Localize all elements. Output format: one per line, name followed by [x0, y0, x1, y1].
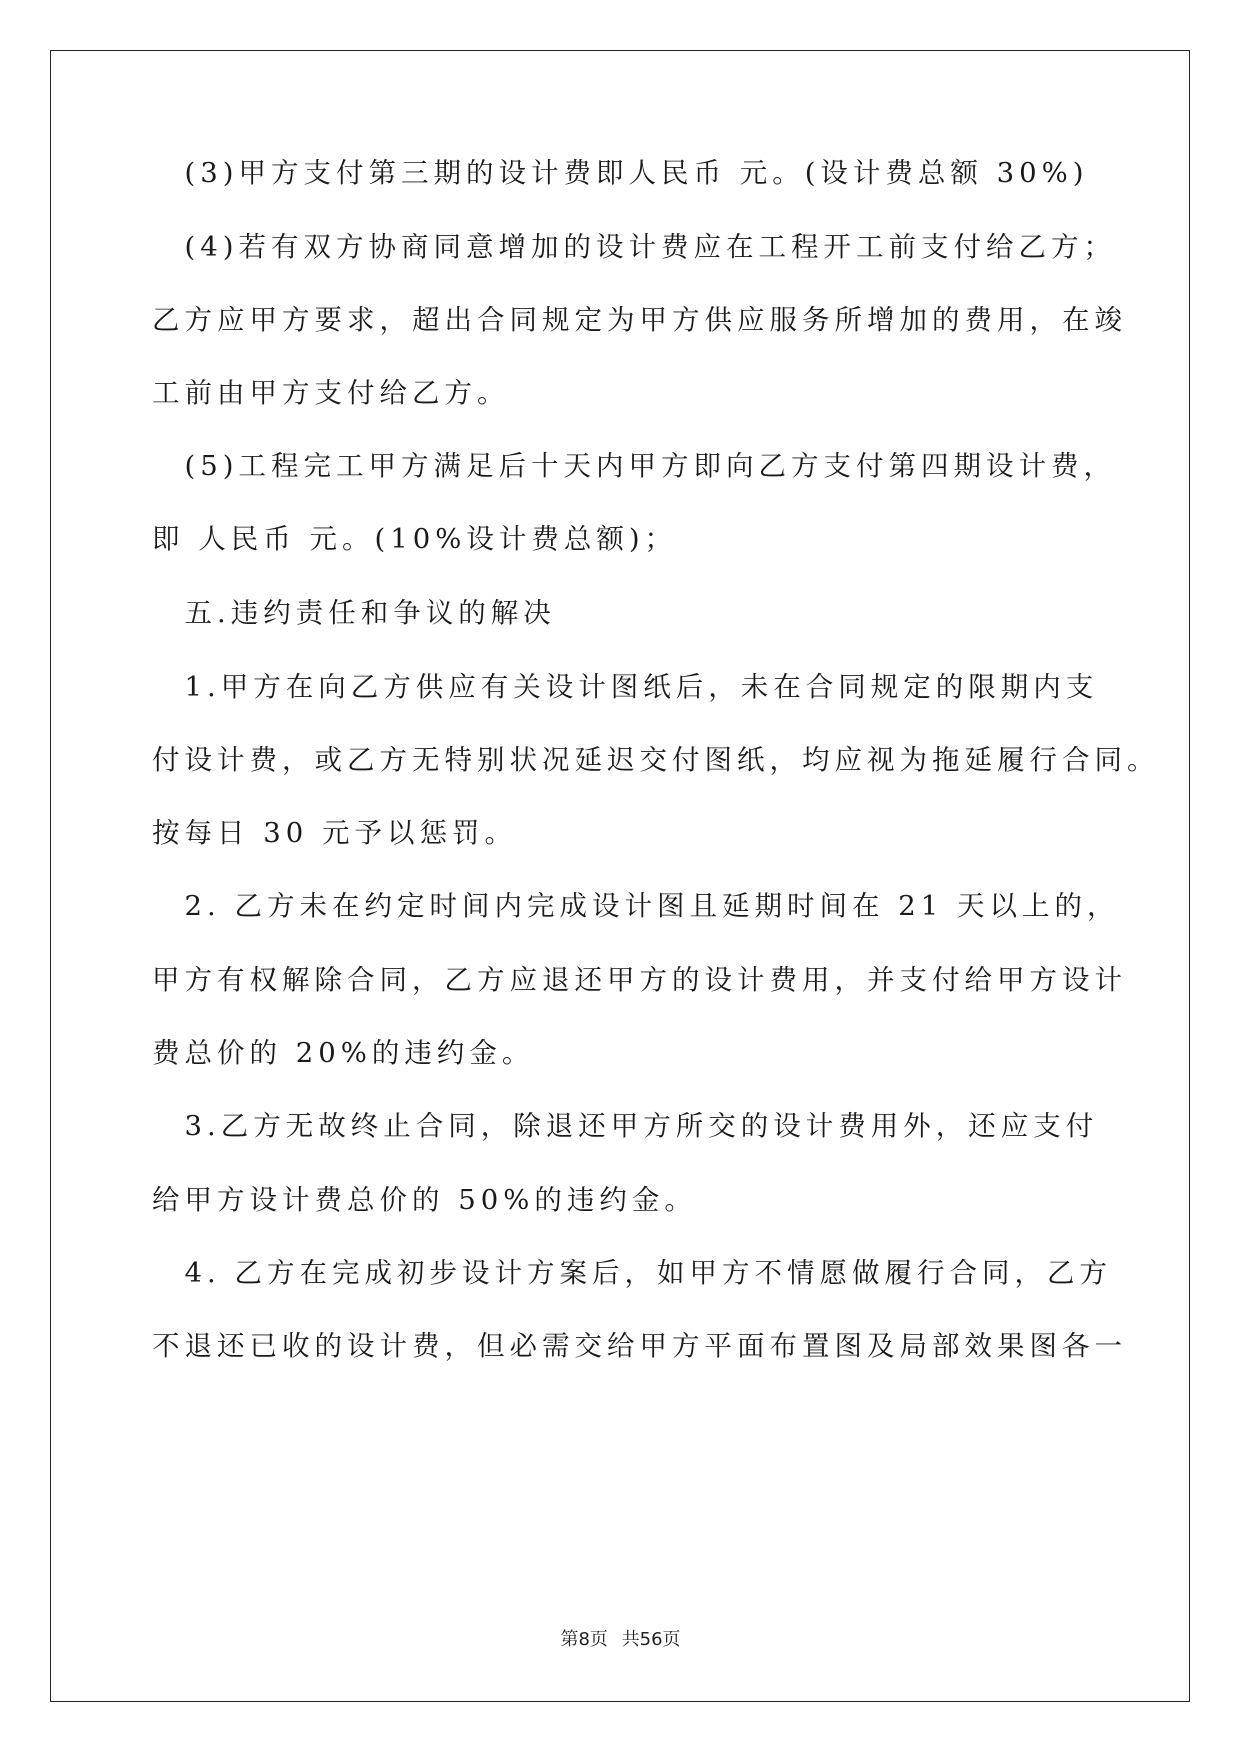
paragraph-line: 工前由甲方支付给乙方。 — [152, 377, 510, 409]
paragraph-line: 不退还已收的设计费，但必需交给甲方平面布置图及局部效果图各一 — [152, 1330, 1127, 1362]
page-border — [50, 50, 1190, 1702]
page-footer — [0, 1625, 1241, 1651]
paragraph-line: (5)工程完工甲方满足后十天内甲方即向乙方支付第四期设计费， — [152, 450, 1116, 482]
total-page-count: 共56页 — [621, 1629, 681, 1650]
paragraph-line: 3.乙方无故终止合同，除退还甲方所交的设计费用外，还应支付 — [152, 1110, 1099, 1142]
paragraph-line: 1.甲方在向乙方供应有关设计图纸后，未在合同规定的限期内支 — [152, 671, 1099, 703]
current-page-number: 第8页 — [560, 1629, 608, 1650]
paragraph-line: 甲方有权解除合同，乙方应退还甲方的设计费用，并支付给甲方设计 — [152, 964, 1127, 996]
paragraph-line: 费总价的 20%的违约金。 — [152, 1037, 535, 1069]
paragraph-line: 乙方应甲方要求，超出合同规定为甲方供应服务所增加的费用，在竣 — [152, 304, 1127, 336]
paragraph-line: 即 人民币 元。(10%设计费总额)； — [152, 523, 678, 555]
section-heading: 五.违约责任和争议的解决 — [152, 597, 556, 629]
paragraph-line: 2. 乙方未在约定时间内完成设计图且延期时间在 21 天以上的， — [152, 890, 1120, 922]
paragraph-line: 给甲方设计费总价的 50%的违约金。 — [152, 1184, 697, 1216]
paragraph-line: 付设计费，或乙方无特别状况延迟交付图纸，均应视为拖延履行合同。 — [152, 744, 1160, 776]
paragraph-line: 按每日 30 元予以惩罚。 — [152, 817, 517, 849]
paragraph-line: 4. 乙方在完成初步设计方案后，如甲方不情愿做履行合同，乙方 — [152, 1257, 1112, 1289]
paragraph-line: (4)若有双方协商同意增加的设计费应在工程开工前支付给乙方； — [152, 231, 1116, 263]
paragraph-line: (3)甲方支付第三期的设计费即人民币 元。(设计费总额 30%) — [152, 157, 1089, 189]
